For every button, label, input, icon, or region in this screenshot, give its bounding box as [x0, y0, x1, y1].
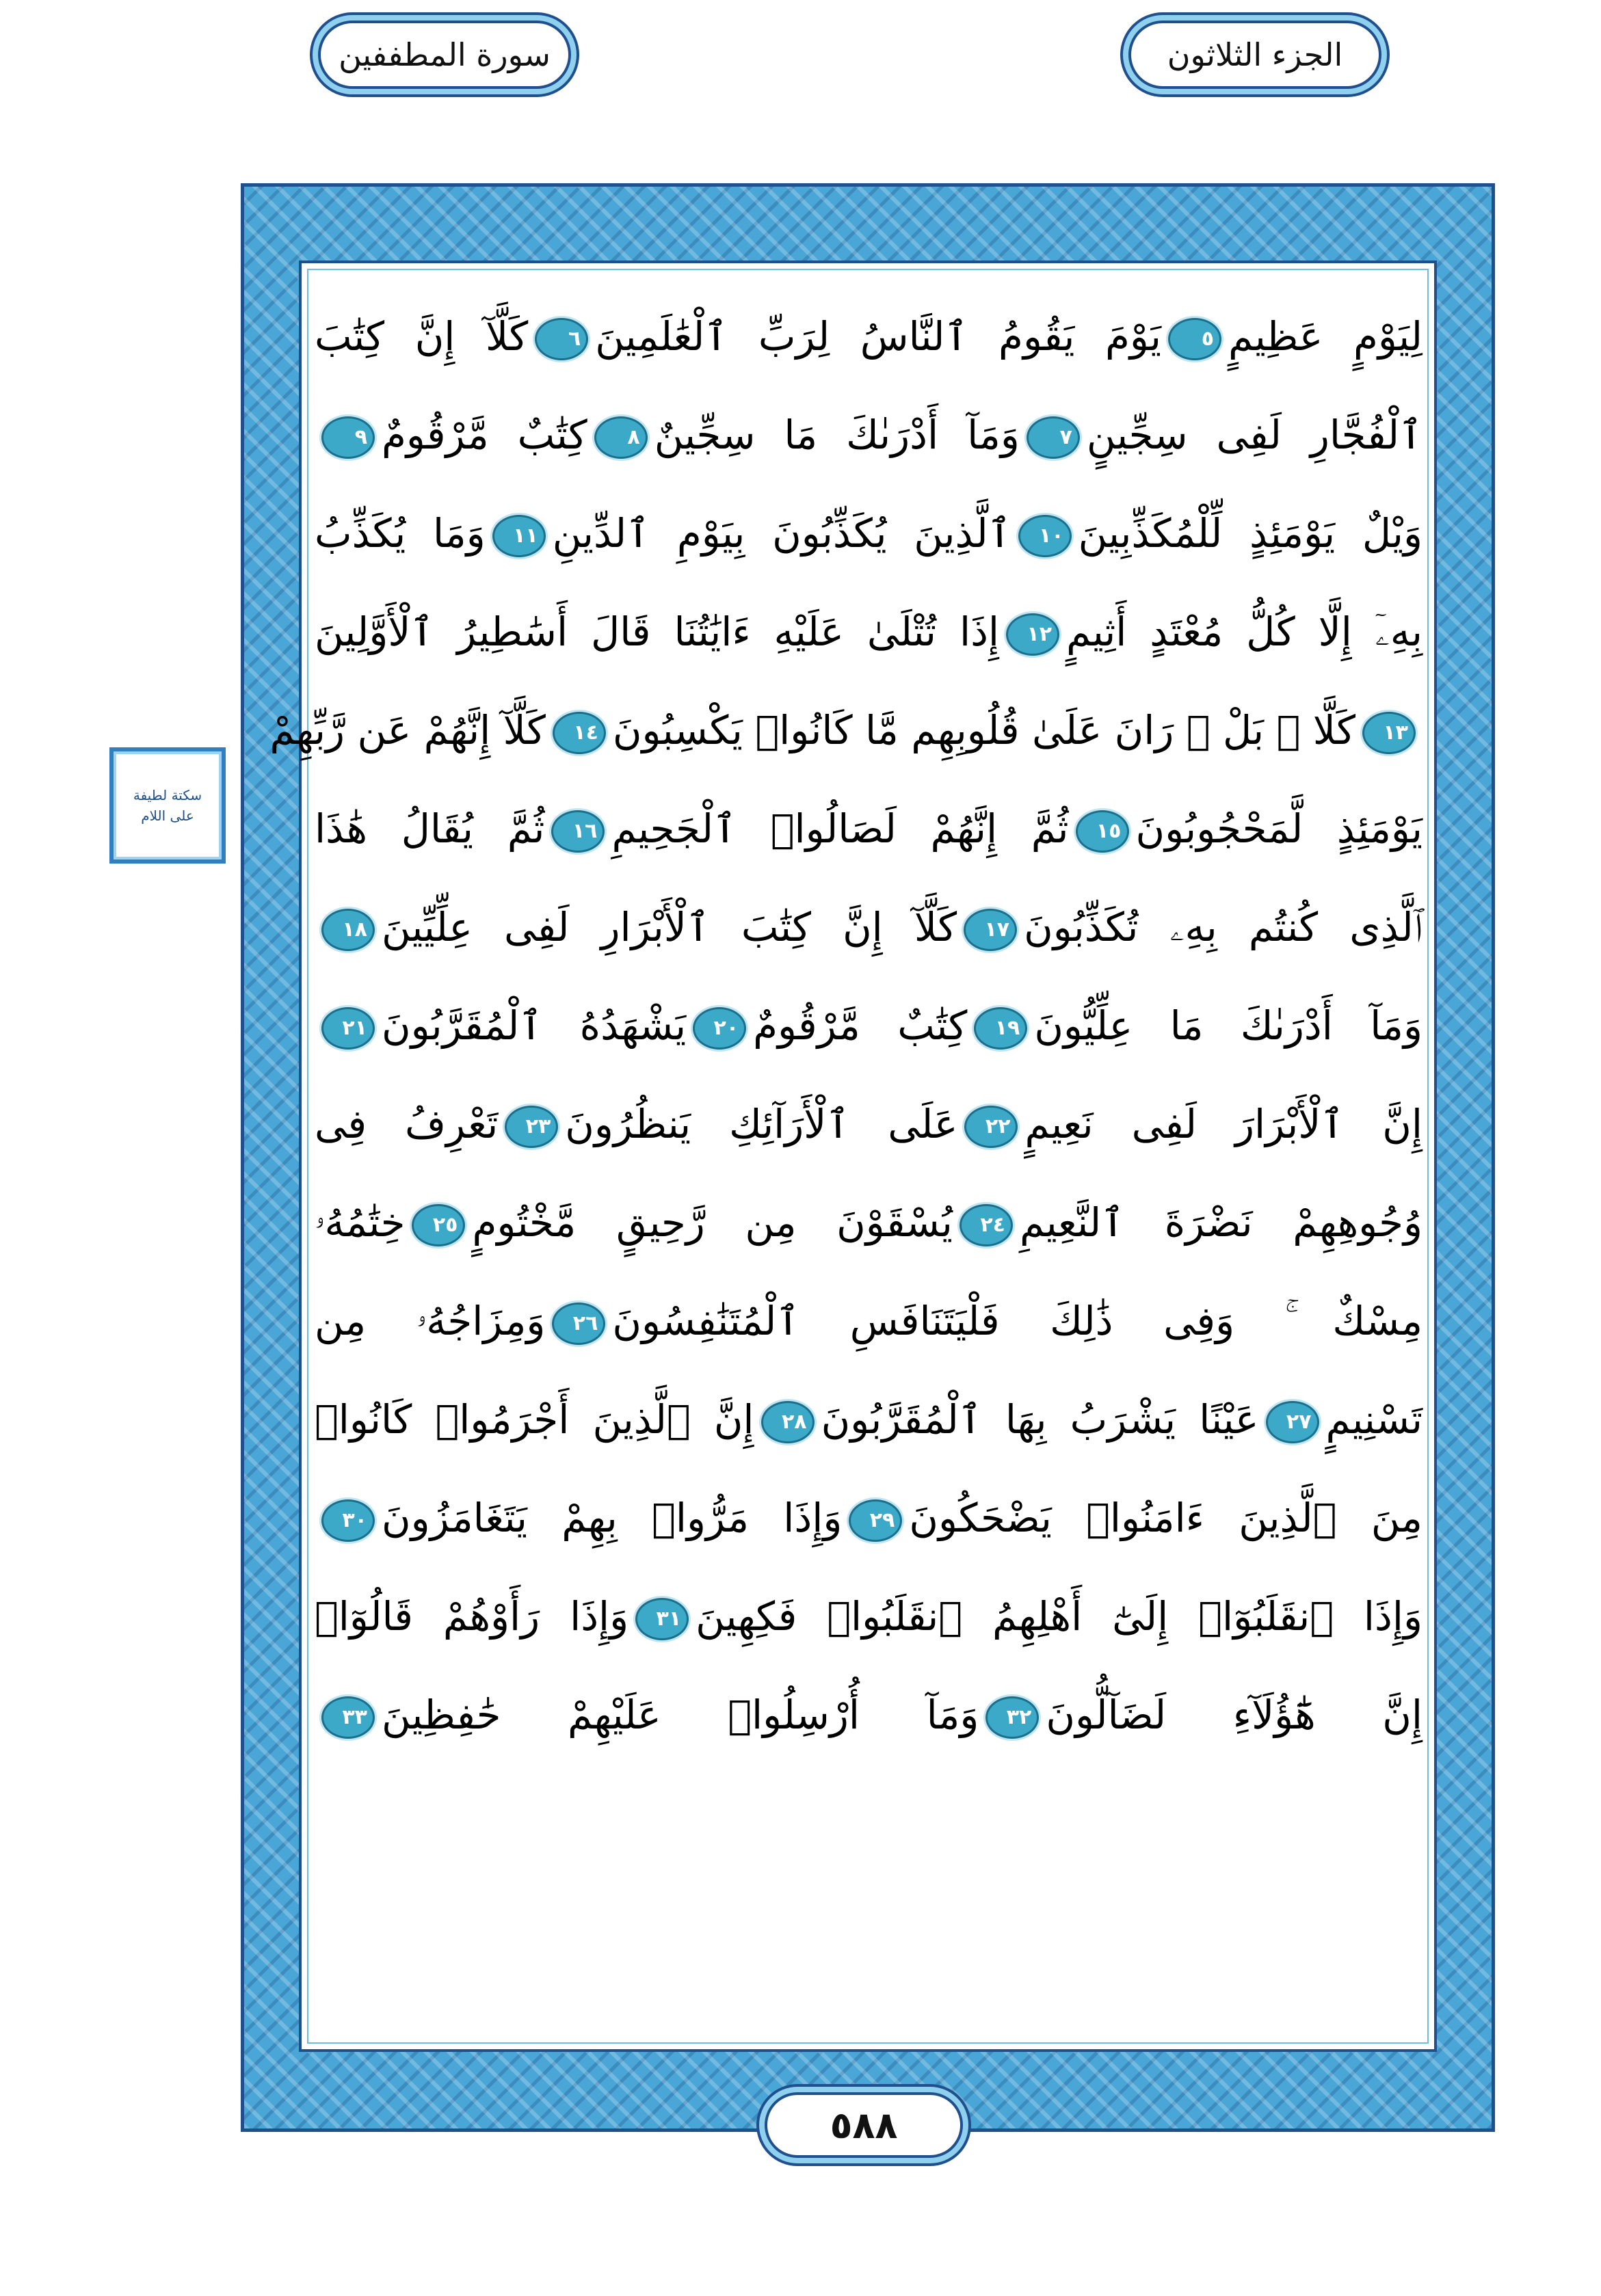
text-line-8: وَمَآ أَدْرَىٰكَ مَا عِلِّيُّونَ١٩كِتَٰبٌ مَّرْقُومٌ٢٠يَشْهَدُهُ ٱلْمُقَرَّبُونَ٢١: [315, 976, 1423, 1075]
ayah-marker: ١٣: [1362, 712, 1416, 754]
page-number: ٥٨٨: [765, 2092, 963, 2158]
ayah-marker: ٢٢: [964, 1106, 1018, 1148]
margin-note: سكتة لطيفة على اللام: [109, 747, 226, 864]
ayah-marker: ٢٥: [412, 1204, 465, 1246]
ayah-marker: ٣٢: [985, 1696, 1039, 1739]
text-line-5: ١٣كَلَّا ۖ بَلْ ۜ رَانَ عَلَىٰ قُلُوبِهِم مَّا كَانُوا۟ يَكْسِبُونَ١٤كَلَّآ إِنَّهُمْ عَن رَّبِّهِمْ: [315, 681, 1423, 779]
ayah-marker: ٧: [1027, 416, 1080, 459]
ayah-marker: ١٦: [551, 810, 605, 853]
text-line-10: وُجُوهِهِمْ نَضْرَةَ ٱلنَّعِيمِ٢٤يُسْقَوْنَ مِن رَّحِيقٍ مَّخْتُومٍ٢٥خِتَٰمُهُۥ: [315, 1199, 1423, 1246]
text-line-13: مِنَ ٱلَّذِينَ ءَامَنُوا۟ يَضْحَكُونَ٢٩وَإِذَا مَرُّوا۟ بِهِمْ يَتَغَامَزُونَ٣٠: [315, 1469, 1423, 1567]
ayah-marker: ٥: [1168, 318, 1221, 360]
ayah-marker: ٩: [321, 416, 375, 459]
ayah-marker: ٢٩: [849, 1499, 902, 1542]
ayah-marker: ١٥: [1076, 810, 1129, 853]
ayah-marker: ٢٠: [693, 1007, 746, 1050]
text-line-9: إِنَّ ٱلْأَبْرَارَ لَفِى نَعِيمٍ٢٢عَلَى ٱلْأَرَآئِكِ يَنظُرُونَ٢٣تَعْرِفُ فِى: [315, 1101, 1423, 1147]
ayah-marker: ١٧: [964, 909, 1017, 951]
ayah-marker: ٣٣: [321, 1696, 375, 1739]
text-line-15: إِنَّ هَٰٓؤُلَآءِ لَضَآلُّونَ٣٢وَمَآ أُرْسِلُوا۟ عَلَيْهِمْ حَٰفِظِينَ٣٣: [315, 1666, 1423, 1764]
text-line-1: لِيَوْمٍ عَظِيمٍ٥يَوْمَ يَقُومُ ٱلنَّاسُ لِرَبِّ ٱلْعَٰلَمِينَ٦كَلَّآ إِنَّ كِتَٰبَ: [315, 313, 1423, 360]
ayah-marker: ٢٧: [1266, 1401, 1319, 1443]
ayah-marker: ٣١: [635, 1598, 689, 1640]
text-line-2: ٱلْفُجَّارِ لَفِى سِجِّينٍ٧وَمَآ أَدْرَىٰكَ مَا سِجِّينٌ٨كِتَٰبٌ مَّرْقُومٌ٩: [315, 386, 1423, 484]
ayah-marker: ٢١: [321, 1007, 375, 1050]
ayah-marker: ١٢: [1006, 613, 1059, 656]
ayah-marker: ٢٤: [960, 1204, 1013, 1246]
quran-text: [269, 287, 1423, 1764]
ayah-marker: ١٩: [974, 1007, 1027, 1050]
ayah-marker: ٢٣: [505, 1106, 558, 1148]
ayah-marker: ٢٦: [552, 1303, 605, 1345]
ayah-marker: ٦: [535, 318, 588, 360]
text-line-14: وَإِذَا ٱنقَلَبُوٓا۟ إِلَىٰٓ أَهْلِهِمُ ٱنقَلَبُوا۟ فَكِهِينَ٣١وَإِذَا رَأَوْهُمْ قَالُوٓا۟: [315, 1593, 1423, 1640]
juz-title: الجزء الثلاثون: [1128, 21, 1381, 89]
surah-title: سورة المطففين: [318, 21, 571, 89]
text-line-4: بِهِۦٓ إِلَّا كُلُّ مُعْتَدٍ أَثِيمٍ١٢إِذَا تُتْلَىٰ عَلَيْهِ ءَايَٰتُنَا قَالَ أَسَٰطِيرُ ٱلْأَوَّلِينَ: [315, 609, 1423, 655]
ayah-marker: ١١: [492, 515, 546, 557]
ayah-marker: ١٨: [321, 909, 375, 951]
ayah-marker: ٨: [594, 416, 648, 459]
text-line-6: يَوْمَئِذٍ لَّمَحْجُوبُونَ١٥ثُمَّ إِنَّهُمْ لَصَالُوا۟ ٱلْجَحِيمِ١٦ثُمَّ يُقَالُ هَٰذَا: [315, 805, 1423, 852]
text-line-7: ٱلَّذِى كُنتُم بِهِۦ تُكَذِّبُونَ١٧كَلَّآ إِنَّ كِتَٰبَ ٱلْأَبْرَارِ لَفِى عِلِّيِّينَ١٨: [315, 878, 1423, 976]
text-line-11: مِسْكٌ ۚ وَفِى ذَٰلِكَ فَلْيَتَنَافَسِ ٱلْمُتَنَٰفِسُونَ٢٦وَمِزَاجُهُۥ مِن: [315, 1298, 1423, 1344]
ayah-marker: ١٤: [553, 712, 606, 754]
ayah-marker: ٢٨: [761, 1401, 815, 1443]
ayah-marker: ٣٠: [321, 1499, 375, 1542]
text-line-3: وَيْلٌ يَوْمَئِذٍ لِّلْمُكَذِّبِينَ١٠ٱلَّذِينَ يُكَذِّبُونَ بِيَوْمِ ٱلدِّينِ١١وَمَا يُكَذِّبُ: [315, 510, 1423, 557]
text-line-12: تَسْنِيمٍ٢٧عَيْنًا يَشْرَبُ بِهَا ٱلْمُقَرَّبُونَ٢٨إِنَّ ٱلَّذِينَ أَجْرَمُوا۟ كَانُوا۟: [315, 1396, 1423, 1443]
ayah-marker: ١٠: [1018, 515, 1072, 557]
